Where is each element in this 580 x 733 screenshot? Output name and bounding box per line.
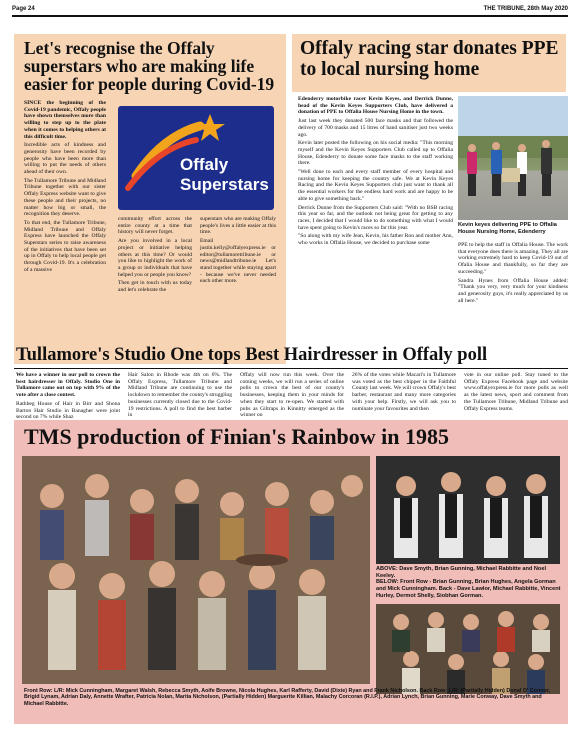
- logo-line-1: Offaly: [180, 155, 229, 174]
- racing-para: PPE to help the staff in Offalia House. The work that everyone does there is amazing. They all are working extremely hard to keep Covid-19 out of Ofalia House and thankfully, so far they are succeeding.": [458, 242, 568, 275]
- logo-line-2: Superstars: [180, 175, 269, 194]
- studio-headline: Tullamore's Studio One tops Best Hairdresser in Offaly poll: [16, 345, 488, 365]
- studio-para: vote in our online poll. Stay tuned to the Offaly Express Facebook page and website www.offalyexpress.ie for more polls as well as the latest news, sport and comment from the Tullamore Tribune, Midland Tribune and Offaly Express teams.: [464, 372, 568, 412]
- people-photo-icon: [458, 96, 568, 220]
- superstars-para: superstars who are making Offaly people's lives a little easier at this time.: [200, 216, 276, 236]
- racing-headline-box: [292, 34, 566, 92]
- studio-col-5: [464, 372, 568, 412]
- racing-para: "Well done to each and every staff member of every hospital and nursing home for keeping the country safe. We at Kevin Keyes Racing and the Kevin Keyes Supporters club just want to thank all the essential workers for the endless hard work and are happy to be able to give something back.": [298, 169, 453, 202]
- studio-para: Rathbeg House of Hair in Birr and Shona Barton Hair Studio in Banagher were joint second on 7% while Shaz: [16, 400, 120, 421]
- superstars-headline: Let's recognise the Offaly superstars who are making life easier for people during Covid-19: [24, 38, 275, 94]
- offaly-superstars-logo: [118, 106, 274, 210]
- paper-date: THE TRIBUNE, 28th May 2020: [483, 6, 568, 12]
- studio-para: 26% of the votes while Macari's in Tullamore was voted as the best chipper in the Faithful County last week. We will crown Offaly's best barber, restaurant and many more categories with your help. Firstly, we will ask you to nominate your favourites and then: [352, 372, 456, 412]
- superstars-col-1: [24, 100, 106, 362]
- below-caption-text: BELOW: Front Row - Brian Gunning, Brian Hughes, Angela Gorman and Mick Cunningham. Back - Dave Lawlor, Michael Rabbitte, Vincent Hurley, Dermot Shelly, Siobhan Gorman.: [376, 579, 561, 599]
- superstars-para: SINCE the beginning of the Covid-19 pandemic, Offaly people have shown themselves more than willing to step up to the plate when it comes to helping others at this difficult time.: [24, 100, 106, 140]
- ppe-delivery-photo: [458, 96, 568, 220]
- superstars-para: Incredible acts of kindness and generosity have been recorded by people who have been more than willing to put the needs of others ahead of their own.: [24, 142, 106, 176]
- racing-lead: Edenderry motorbike racer Kevin Keyes, and Derrick Dunne, head of the Kevin Keyes Supporters Club, have delivered a donation of PPE to Offalia House Nursing Home in the town.: [298, 96, 453, 116]
- cast-group-photo: [22, 456, 370, 684]
- superstars-para: Are you involved in a local project or initiative helping others at this time? Or would you like to highlight the work of a group or individuals that have helped you or people you know?: [118, 238, 192, 278]
- racing-col-1: [298, 96, 453, 364]
- page-number: Page 24: [12, 6, 35, 12]
- below-photo: [376, 604, 560, 694]
- studio-col-4: [352, 372, 456, 412]
- superstars-article: [14, 34, 286, 364]
- above-caption-text: ABOVE: Dave Smyth, Brian Gunning, Michael Rabbitte and Noel Keeley.: [376, 566, 547, 579]
- below-photo-icon: [376, 604, 560, 694]
- superstars-para: Email justin.kelly@offalyexpress.ie or editor@tullamoretribune.ie or news@midlandtribune.ie Let's stand together while staying apart - because we've never needed each other more.: [200, 238, 276, 285]
- header-rule: [12, 15, 568, 17]
- racing-para: Just last week they donated 500 face masks and that followed the delivery of 700 masks and 15 litres of hand sanitiser just two weeks ago.: [298, 118, 453, 138]
- studio-para: Offaly will now run this week. Over the coming weeks, we will run a series of online polls to crown the best of our county's businesses, keeping them in your minds for when they start to re-open. We started with pubs as Giltraps in Kinnitty emerged as the winner on: [240, 372, 344, 419]
- studio-col-1: [16, 372, 120, 421]
- page-header: [0, 0, 580, 24]
- ppe-photo-caption: Kevin keyes delivering PPE to Offalia House Nursing Home, Edenderry: [458, 222, 557, 235]
- superstars-col-3: [200, 216, 276, 362]
- superstars-para: The Tullamore Tribune and Midland Tribune together with our sister Offaly Express website want to give these people and their projects, no matter how big or small, the recognition they deserve.: [24, 177, 106, 218]
- above-photo-icon: [376, 456, 560, 564]
- racing-para: Sandra Hynes from Offalia House added: "Thank you very, very much for your kindness and generosity guys, it's really appreciated by us all here.": [458, 277, 568, 304]
- studio-lead: We have a winner in our poll to crown the best hairdresser in Offaly. Studio One in Tullamore came out on top with 9% of the vote after a close contest.: [16, 372, 120, 399]
- above-caption: [376, 566, 562, 600]
- superstars-para: To that end, the Tullamore Tribune, Midland Tribune and Offaly Express have launched the Offaly Superstars series to raise awareness of the initiatives that have been set up in Offaly to help local people get through Covid-19. It's a celebration of a massive: [24, 219, 106, 273]
- racing-para: "So along with my wife Jean, Kevin, his father Ron and mother Ann, who works in Offalia House, we decided to purchase some: [298, 233, 453, 247]
- studio-rule: [14, 368, 568, 369]
- tms-headline: TMS production of Finian's Rainbow in 1985: [24, 424, 450, 449]
- tms-article: [14, 420, 568, 724]
- superstars-para: Then get in touch with us today and let's celebrate the: [118, 280, 192, 294]
- racing-para: Kevin later posted the following on his social media: "This morning myself and the Kevin Keyes Supporters Club called up to Offalia House, Edenderry to donate some face masks to the staff working there.: [298, 140, 453, 167]
- racing-para: Derrick Dunne from the Supporters Club said: "With no BSB racing this year so far, and the outlook not being great for getting to any races, I decided that I would like to do something with what I would have spent going to Kevin's races so far this year.: [298, 204, 453, 231]
- studio-col-3: [240, 372, 344, 419]
- studio-col-2: [128, 372, 233, 419]
- cast-photo-icon: [22, 456, 370, 684]
- above-photo: [376, 456, 560, 564]
- studio-para: Hair Salon in Rhode was 4th on 6%. The Offaly Express, Tullamore Tribune and Midland Tribune are continuing to use the lockdown to remember the county's struggling businesses currently closed due to the Covid-19 restrictions. A poll to find the best barber in: [128, 372, 233, 419]
- superstars-col-2: [118, 216, 192, 362]
- superstars-para: community effort across the entire county at a time that history will never forget.: [118, 216, 192, 236]
- main-caption: Front Row: L/R: Mick Cunningham, Margaret Walsh, Rebecca Smyth, Aoife Browne, Nicola Hughes, Karl Rafferty, David (Dixie) Ryan and Frank Nicholson. Back Row: L/R: (Partially Hidden) Donal O' Connor, Brigid Lynam, Adrian Daly, Annette Wrafter, Patricia Nolan, Marita Nicholson, (Partially Hidden) Marguerite Killian, Malachy Corcoran (R.I.P.), Adrian Lynch, Brian Gunning, Marie Conway, Dave Smyth and Michael Rabbitte.: [24, 688, 551, 707]
- racing-headline: Offaly racing star donates PPE to local nursing home: [300, 38, 559, 81]
